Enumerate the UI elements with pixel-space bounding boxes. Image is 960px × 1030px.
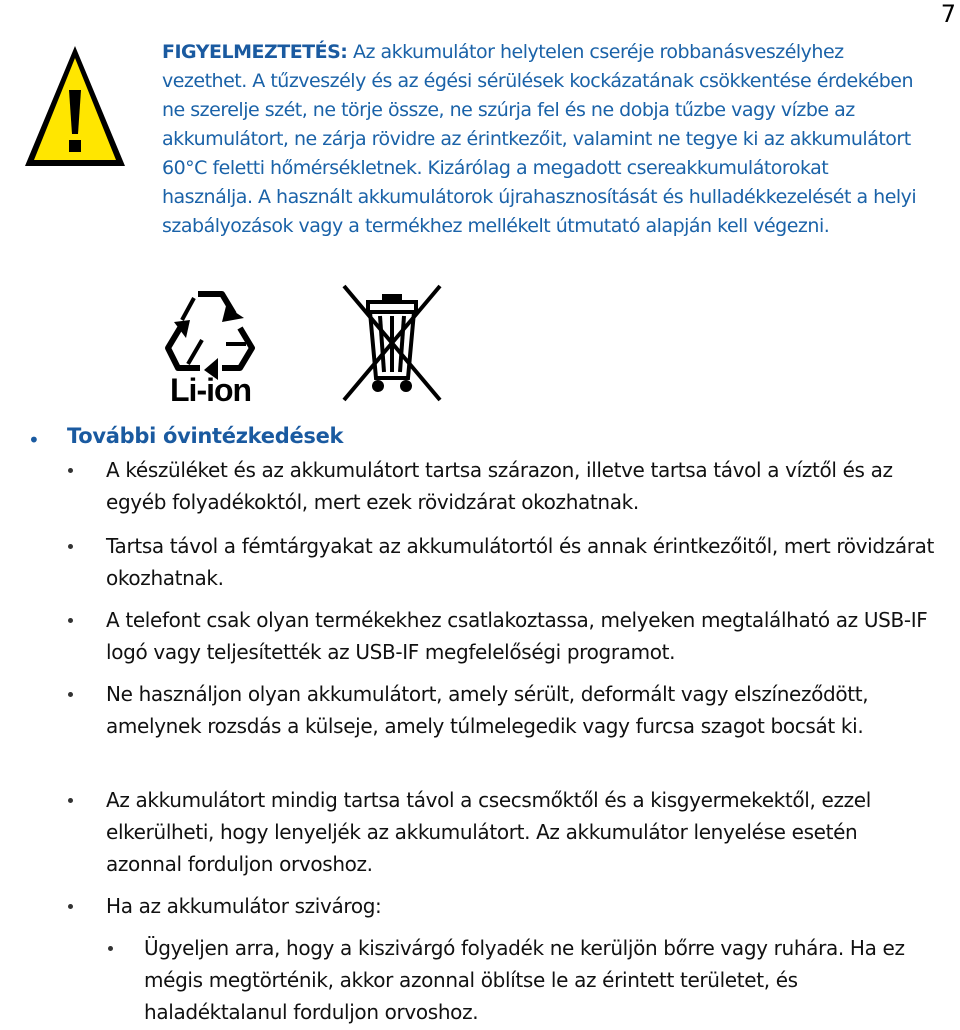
list-item: A telefont csak olyan termékekhez csatlakoztassa, melyeken megtalálható az USB-IF logó vagy teljesítették az USB-IF megfelelőségi programot. xyxy=(106,608,928,664)
list-bullet xyxy=(68,544,73,549)
li-ion-recycle-icon xyxy=(160,284,260,409)
sub-list-item: Ügyeljen arra, hogy a kiszivárgó folyadék ne kerüljön bőrre vagy ruhára. Ha ez mégis megtörténik, akkor azonnal öblítse le az érintett területet, és haladéktalanul forduljon orvoshoz. xyxy=(144,936,905,1024)
warning-title: FIGYELMEZTETÉS: xyxy=(162,41,348,63)
list-bullet xyxy=(68,468,73,473)
list-bullet xyxy=(68,798,73,803)
list-bullet xyxy=(68,618,73,623)
crossed-out-bin-icon xyxy=(340,282,444,404)
sub-list-bullet xyxy=(108,946,113,951)
section-heading: További óvintézkedések xyxy=(67,424,344,448)
list-item: A készüléket és az akkumulátort tartsa szárazon, illetve tartsa távol a víztől és az egyéb folyadékoktól, mert ezek rövidzárat okozhatnak. xyxy=(106,458,893,514)
section-bullet: • xyxy=(28,428,40,452)
list-item: Ne használjon olyan akkumulátort, amely sérült, deformált vagy elszíneződött, amelynek rozsdás a külseje, amely túlmelegedik vagy furcsa szagot bocsát ki. xyxy=(106,682,869,738)
warning-triangle-icon xyxy=(22,42,128,170)
recycle-arrows-icon xyxy=(160,284,260,380)
list-item: Tartsa távol a fémtárgyakat az akkumulátortól és annak érintkezőitől, mert rövidzárat okozhatnak. xyxy=(106,534,935,590)
li-ion-label: Li-ion xyxy=(170,372,252,408)
warning-text: Az akkumulátor helytelen cseréje robbanásveszélyhez vezethet. A tűzveszély és az égési sérülések kockázatának csökkentése érdekében ne szerelje szét, ne törje össze, ne szúrja fel és ne dobja tűzbe vagy vízbe az akkumulátort, ne zárja rövidre az érintkezőit, valamint ne tegye ki az akkumulátort 60°C feletti hőmérsékletnek. Kizárólag a megadott csereakkumulátorokat használja. A használt akkumulátorok újrahasznosítását és hulladékkezelését a helyi szabályozások vagy a termékhez mellékelt útmutató alapján kell végezni. xyxy=(162,41,917,237)
battery-warning-paragraph xyxy=(162,38,922,241)
list-bullet xyxy=(68,692,73,697)
list-item: Ha az akkumulátor szivárog: xyxy=(106,894,382,918)
list-item: Az akkumulátort mindig tartsa távol a csecsmőktől és a kisgyermekektől, ezzel elkerülheti, hogy lenyeljék az akkumulátort. Az akkumulátor lenyelése esetén azonnal forduljon orvoshoz. xyxy=(106,788,871,876)
page-number: 7 xyxy=(940,0,956,28)
list-bullet xyxy=(68,904,73,909)
